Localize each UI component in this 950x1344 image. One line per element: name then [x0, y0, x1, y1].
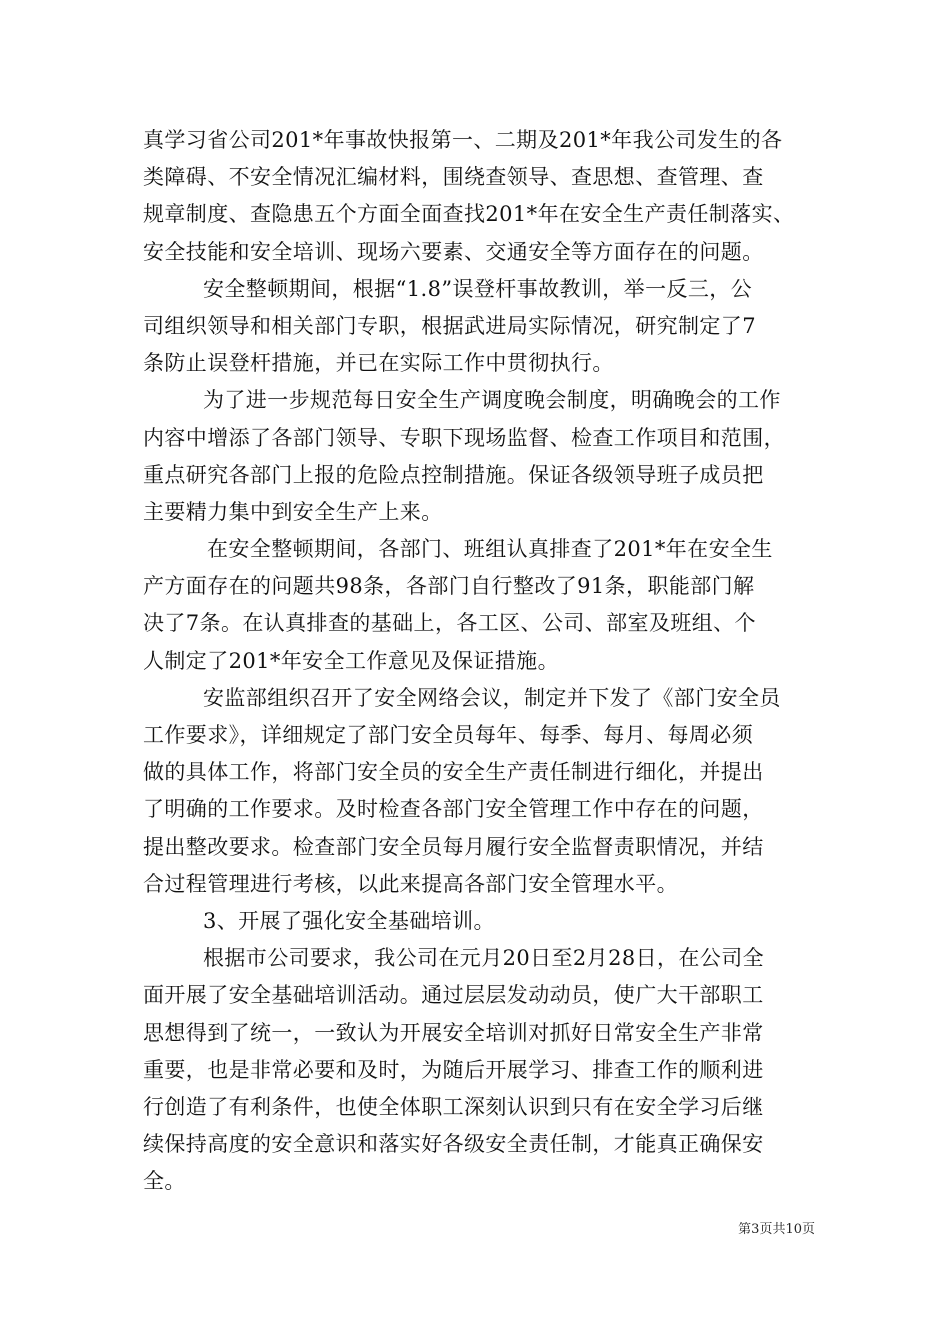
paragraph-first-line: 安全整顿期间，根据“1.8”误登杆事故教训，举一反三，公	[203, 276, 753, 301]
text-line: 人制定了201*年安全工作意见及保证措施。	[143, 648, 559, 673]
text-line: 决了7条。在认真排查的基础上，各工区、公司、部室及班组、个	[143, 611, 756, 636]
text-line: 提出整改要求。检查部门安全员每月履行安全监督责职情况，并结	[143, 834, 764, 859]
text-line: 行创造了有利条件，也使全体职工深刻认识到只有在安全学习后继	[143, 1094, 764, 1119]
page-number: 第3页共10页	[738, 1222, 815, 1237]
section-heading: 3、开展了强化安全基础培训。	[203, 908, 495, 933]
text-line: 真学习省公司201*年事故快报第一、二期及201*年我公司发生的各	[143, 128, 783, 152]
text-line: 全。	[143, 1169, 186, 1194]
document-body	[143, 122, 813, 1200]
text-line: 重要，也是非常必要和及时，为随后开展学习、排查工作的顺利进	[143, 1057, 764, 1082]
text-line: 合过程管理进行考核，以此来提高各部门安全管理水平。	[143, 871, 678, 896]
text-line: 主要精力集中到安全生产上来。	[143, 499, 443, 524]
text-line: 做的具体工作，将部门安全员的安全生产责任制进行细化，并提出	[143, 760, 764, 785]
text-line: 续保持高度的安全意识和落实好各级安全责任制，才能真正确保安	[143, 1132, 764, 1157]
text-line: 规章制度、查隐患五个方面全面查找201*年在安全生产责任制落实、	[143, 202, 795, 227]
text-line: 重点研究各部门上报的危险点控制措施。保证各级领导班子成员把	[143, 462, 764, 487]
text-line: 了明确的工作要求。及时检查各部门安全管理工作中存在的问题，	[143, 797, 764, 822]
paragraph-first-line: 安监部组织召开了安全网络会议，制定并下发了《部门安全员	[203, 685, 781, 710]
text-line: 内容中增添了各部门领导、专职下现场监督、检查工作项目和范围，	[143, 425, 785, 450]
text-line: 面开展了安全基础培训活动。通过层层发动动员，使广大干部职工	[143, 983, 764, 1008]
paragraph-first-line: 为了进一步规范每日安全生产调度晚会制度，明确晚会的工作	[203, 388, 781, 413]
text-line: 条防止误登杆措施，并已在实际工作中贯彻执行。	[143, 351, 614, 376]
text-line: 安全技能和安全培训、现场六要素、交通安全等方面存在的问题。	[143, 239, 764, 264]
text-line: 工作要求》，详细规定了部门安全员每年、每季、每月、每周必须	[143, 723, 754, 747]
text-line: 思想得到了统一，一致认为开展安全培训对抓好日常安全生产非常	[143, 1020, 764, 1045]
paragraph-first-line: 根据市公司要求，我公司在元月20日至2月28日，在公司全	[203, 946, 765, 971]
text-line: 产方面存在的问题共98条，各部门自行整改了91条，职能部门解	[143, 574, 755, 599]
text-line: 司组织领导和相关部门专职，根据武进局实际情况，研究制定了7	[143, 313, 756, 338]
text-line: 类障碍、不安全情况汇编材料，围绕查领导、查思想、查管理、查	[143, 165, 764, 190]
paragraph-first-line: 在安全整顿期间，各部门、班组认真排查了201*年在安全生	[207, 537, 773, 562]
